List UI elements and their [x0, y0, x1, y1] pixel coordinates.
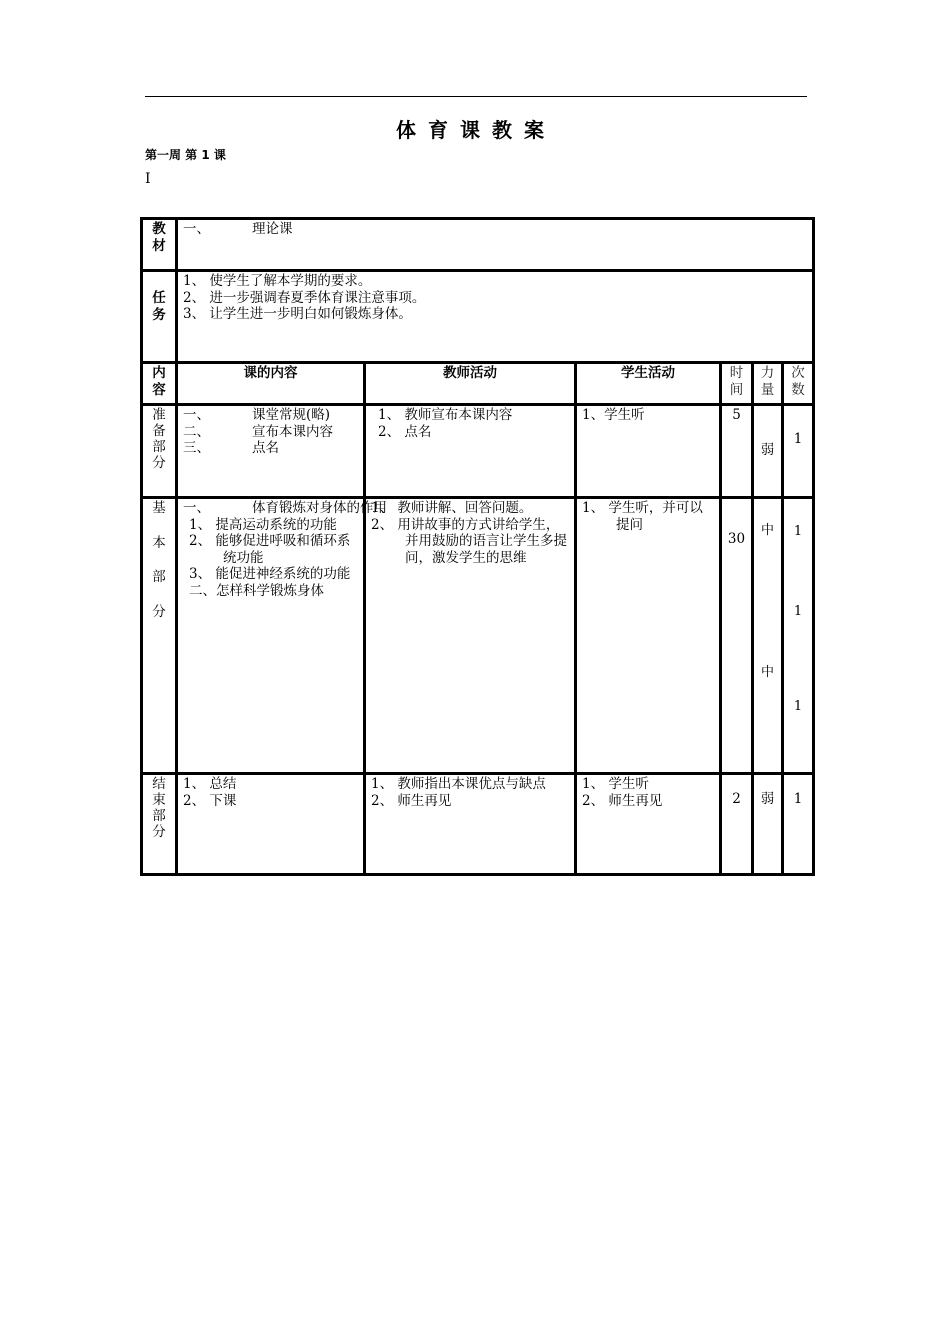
header-intensity: 力 量	[753, 363, 783, 405]
list-item: 1、 教师宣布本课内容	[378, 407, 513, 423]
list-item: 三、 点名	[183, 440, 279, 456]
end-student	[576, 774, 721, 875]
list-item: 3、 能促进神经系统的功能	[189, 566, 351, 582]
list-item: 1、 教师指出本课优点与缺点	[371, 776, 546, 792]
list-item: 2、 师生再见	[582, 792, 663, 809]
list-item: 二、 宣布本课内容	[183, 423, 333, 440]
row-basic	[142, 498, 814, 774]
prep-content	[177, 405, 365, 498]
label-basic: 基 本 部 分	[142, 498, 177, 774]
list-item: 2、 下课	[183, 792, 237, 809]
label-renwu: 任 务	[142, 271, 177, 363]
end-time: 2	[721, 774, 753, 875]
basic-count: 1 1 1	[783, 498, 814, 774]
row-column-headers	[142, 363, 814, 405]
list-item: 二、怎样科学锻炼身体	[189, 582, 324, 599]
header-teacher: 教师活动	[365, 363, 576, 405]
basic-content	[177, 498, 387, 774]
list-item: 1、 学生听	[582, 776, 649, 792]
jiaocai-text: 理论课	[252, 221, 293, 237]
lesson-subtitle: 第一周 第 1 课	[145, 148, 226, 162]
list-item: 1、 学生听，并可以提问	[582, 500, 703, 533]
end-count: 1	[783, 774, 814, 875]
jiaocai-content	[177, 219, 814, 271]
label-prep: 准 备 部 分	[142, 405, 177, 498]
label-end: 结 束 部 分	[142, 774, 177, 875]
renwu-item: 3、 让学生进一步明白如何锻炼身体。	[183, 306, 412, 322]
label-jiaocai: 教 材	[142, 219, 177, 271]
header-rule	[145, 96, 807, 97]
list-item: 1、 教师讲解、回答问题。	[371, 500, 533, 516]
list-item: 2、 用讲故事的方式讲给学生，并用鼓励的语言让学生多提问，激发学生的思维	[371, 516, 567, 566]
row-renwu	[142, 271, 814, 363]
prep-teacher	[365, 405, 576, 498]
list-item: 1、 总结	[183, 776, 237, 792]
text-marker: I	[145, 171, 151, 187]
basic-teacher	[365, 498, 576, 774]
renwu-content	[177, 271, 814, 363]
header-count: 次 数	[783, 363, 814, 405]
list-item: 一、 体育锻炼对身体的作用	[183, 500, 387, 516]
end-intensity: 弱	[753, 774, 783, 875]
basic-time: 30	[721, 498, 753, 774]
basic-intensity: 中 中	[753, 498, 783, 774]
jiaocai-num: 一、	[183, 221, 210, 237]
renwu-item: 1、 使学生了解本学期的要求。	[183, 273, 372, 289]
list-item: 2、 点名	[378, 423, 432, 440]
list-item: 2、 能够促进呼吸和循环系统功能	[189, 533, 351, 566]
end-content	[177, 774, 365, 875]
header-student: 学生活动	[576, 363, 721, 405]
prep-count: 1	[783, 405, 814, 498]
basic-student	[576, 498, 721, 774]
renwu-item: 2、 进一步强调春夏季体育课注意事项。	[183, 289, 426, 306]
header-content: 课的内容	[177, 363, 365, 405]
lesson-plan-table	[140, 217, 815, 876]
row-prep	[142, 405, 814, 498]
prep-time: 5	[721, 405, 753, 498]
list-item: 1、 提高运动系统的功能	[189, 516, 337, 533]
end-teacher	[365, 774, 576, 875]
list-item: 1、学生听	[582, 407, 645, 423]
prep-intensity: 弱	[753, 405, 783, 498]
row-end	[142, 774, 814, 875]
prep-student	[576, 405, 721, 498]
list-item: 一、 课堂常规(略)	[183, 407, 331, 423]
label-neirong: 内 容	[142, 363, 177, 405]
row-jiaocai	[142, 219, 814, 271]
header-time: 时 间	[721, 363, 753, 405]
page-title: 体育课教案	[396, 118, 556, 142]
list-item: 2、 师生再见	[371, 792, 452, 809]
